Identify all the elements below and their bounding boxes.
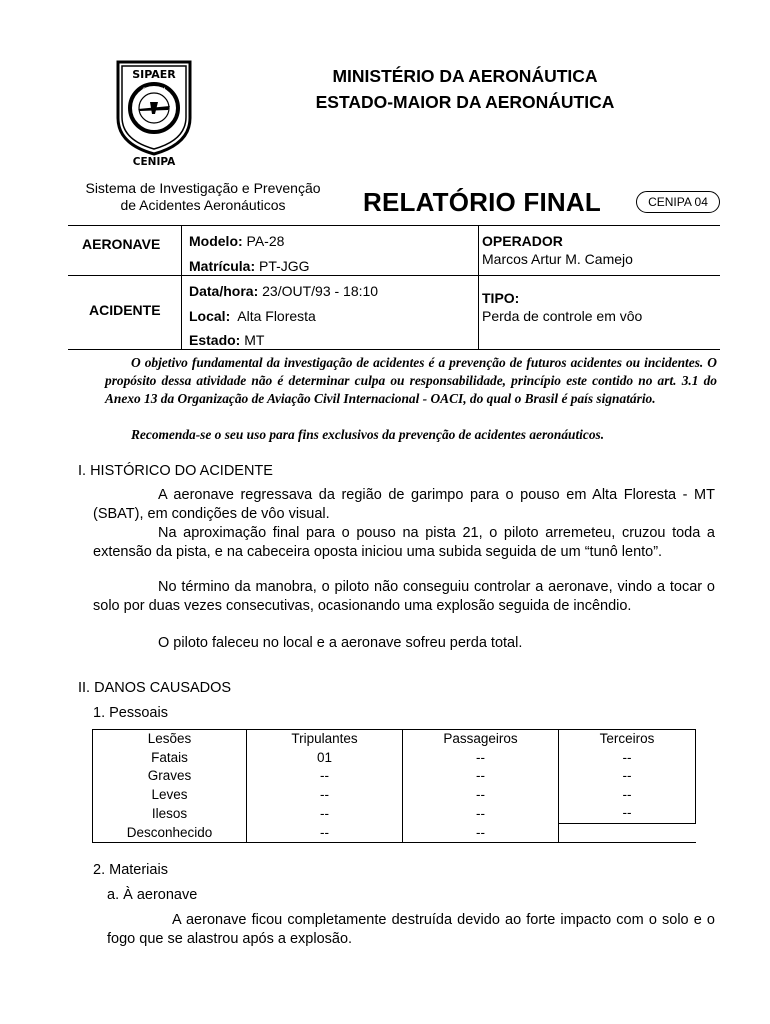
section-historico-title: I. HISTÓRICO DO ACIDENTE [78, 463, 273, 479]
local-field: Local: Alta Floresta [189, 308, 316, 324]
table-header-cell: Terceiros [559, 730, 696, 749]
system-name-line1: Sistema de Investigação e Prevenção [85, 180, 321, 196]
table-cell: Fatais [93, 749, 247, 768]
svg-text:SIPAER: SIPAER [132, 68, 176, 81]
table-top-border [68, 225, 720, 226]
ministry-subtitle: ESTADO-MAIOR DA AERONÁUTICA [315, 92, 615, 112]
usage-recommendation: Recomenda-se o seu uso para fins exclusivos da prevenção de acidentes aeronáuticos. [131, 427, 605, 442]
system-name-line2: de Acidentes Aeronáuticos [120, 197, 286, 213]
tipo-value: Perda de controle em vôo [482, 308, 643, 324]
table-header-cell: Passageiros [403, 730, 559, 749]
report-title: RELATÓRIO FINAL [363, 187, 601, 217]
aeronave-damage-text: A aeronave ficou completamente destruída devido ao forte impacto com o solo e o fogo que se alastrou após a explosão. [107, 912, 715, 947]
datahora-field: Data/hora: 23/OUT/93 - 18:10 [189, 283, 379, 299]
historico-paragraph: Na aproximação final para o pouso na pista 21, o piloto arremeteu, cruzou toda a extensão da pista, e na cabeceira oposta iniciou uma subida seguida de um “tunô lento”. [93, 525, 715, 560]
aeronave-subsection: a. À aeronave [107, 887, 198, 903]
damage-table-header [93, 730, 696, 749]
operador-label: OPERADOR [482, 233, 563, 249]
modelo-field: Modelo: PA-28 [189, 233, 285, 249]
operador-value: Marcos Artur M. Camejo [482, 251, 633, 267]
estado-field: Estado: MT [189, 332, 265, 348]
table-cell: -- [559, 749, 696, 768]
table-mid-border [68, 275, 720, 276]
table-cell: -- [403, 786, 559, 805]
aeronave-label: AERONAVE [82, 236, 161, 252]
damage-table [92, 729, 696, 843]
table-cell: -- [247, 823, 403, 843]
table-cell: -- [403, 804, 559, 823]
table-cell: Leves [93, 786, 247, 805]
historico-paragraph: No término da manobra, o piloto não conseguiu controlar a aeronave, vindo a tocar o solo por duas vezes consecutivas, ocasionando uma explosão seguida de incêndio. [93, 579, 715, 614]
table-col-divider [478, 225, 479, 349]
table-header-cell: Lesões [93, 730, 247, 749]
pessoais-title: 1. Pessoais [93, 705, 168, 721]
table-cell: -- [559, 786, 696, 805]
table-cell: -- [403, 749, 559, 768]
svg-text:O HOMEM: O HOMEM [142, 88, 166, 93]
table-cell: -- [559, 804, 696, 823]
table-cell: Desconhecido [93, 823, 247, 843]
table-cell: 01 [247, 749, 403, 768]
table-cell: -- [247, 767, 403, 786]
acidente-label: ACIDENTE [89, 302, 161, 318]
table-cell: -- [403, 767, 559, 786]
table-row [93, 767, 696, 786]
table-row [93, 749, 696, 768]
table-bottom-border [68, 349, 720, 350]
sipaer-cenipa-logo [112, 56, 196, 168]
table-row [93, 786, 696, 805]
table-header-cell: Tripulantes [247, 730, 403, 749]
materiais-title: 2. Materiais [93, 862, 168, 878]
table-cell: -- [247, 786, 403, 805]
investigation-notice: O objetivo fundamental da investigação de acidentes é a prevenção de futuros acidentes ou incidentes. O propósito dessa atividade não é determinar culpa ou responsabilidade, princípio este contido no art. 3.1 do Anexo 13 da Organização de Aviação Civil Internacional - OACI, do qual o Brasil é país signatário. [105, 355, 717, 406]
table-empty-cell [559, 823, 696, 843]
historico-paragraph: A aeronave regressava da região de garimpo para o pouso em Alta Floresta - MT (SBAT), em condições de vôo visual. [93, 487, 715, 522]
historico-paragraph: O piloto faleceu no local e a aeronave sofreu perda total. [158, 635, 523, 651]
tipo-label: TIPO: [482, 290, 520, 306]
table-col-divider [181, 225, 182, 349]
matricula-field: Matrícula: PT-JGG [189, 258, 310, 274]
cenipa-badge: CENIPA 04 [636, 191, 720, 213]
table-row [93, 823, 696, 843]
section-danos-title: II. DANOS CAUSADOS [78, 680, 232, 696]
table-cell: -- [403, 823, 559, 843]
table-cell: Ilesos [93, 804, 247, 823]
ministry-title: MINISTÉRIO DA AERONÁUTICA [332, 66, 598, 86]
table-cell: Graves [93, 767, 247, 786]
table-cell: -- [559, 767, 696, 786]
table-cell: -- [247, 804, 403, 823]
svg-text:CENIPA: CENIPA [132, 156, 176, 168]
table-row [93, 804, 696, 823]
